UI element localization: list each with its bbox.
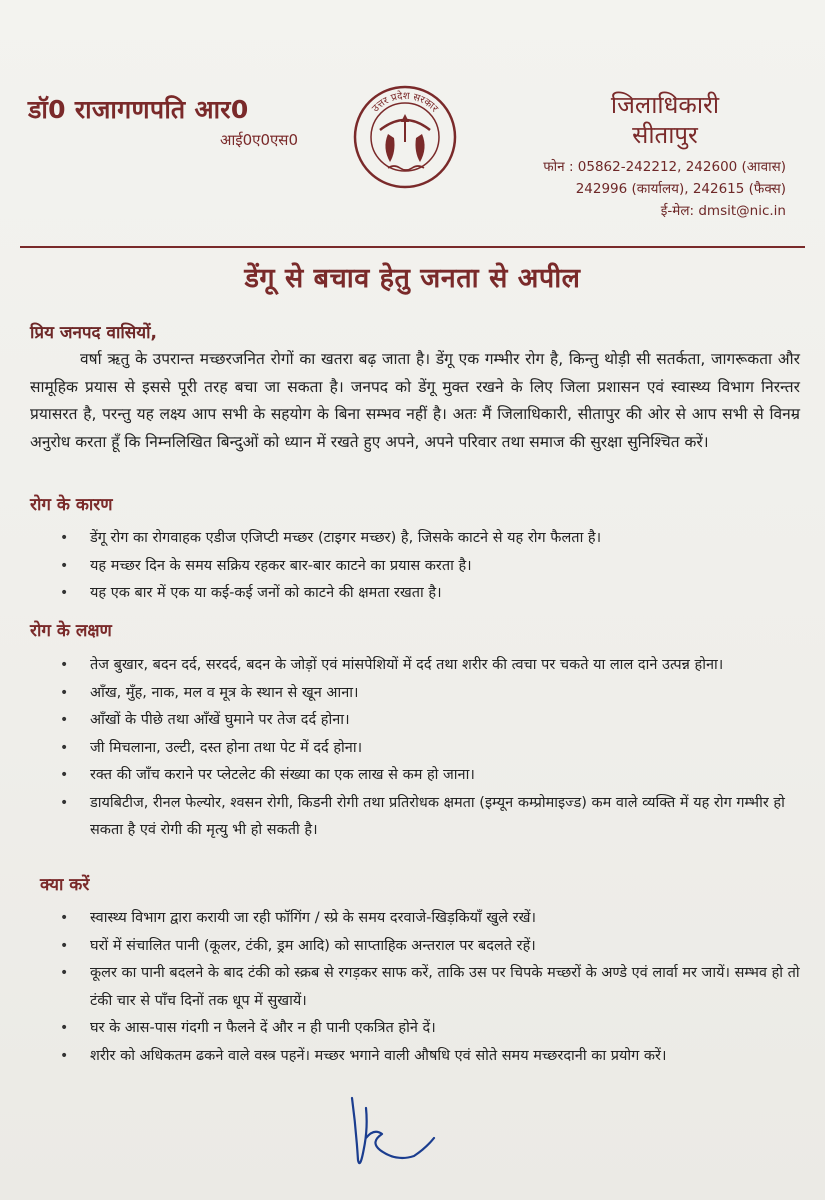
- up-government-emblem-icon: [350, 82, 460, 192]
- list-item: • यह एक बार में एक या कई-कई जनों को काटने की क्षमता रखता है।: [60, 580, 805, 608]
- email-line: ई-मेल: dmsit@nic.in: [660, 203, 786, 219]
- causes-list: [60, 525, 805, 608]
- office-title: जिलाधिकारी: [610, 91, 720, 119]
- list-item: • डायबिटीज, रीनल फेल्योर, श्वसन रोगी, किडनी रोगी तथा प्रतिरोधक क्षमता (इम्यून कम्प्रोमाइज्ड) कम वाले व्यक्ति में यह रोग गम्भीर हो सकता है एवं रोगी की मृत्यु भी हो सकती है।: [60, 790, 805, 845]
- section-title-symptoms: रोग के लक्षण: [30, 621, 112, 641]
- bullet-icon: •: [60, 1047, 69, 1064]
- list-item: • आँखों के पीछे तथा आँखें घुमाने पर तेज दर्द होना।: [60, 707, 805, 735]
- office-block: [500, 90, 800, 222]
- bullet-icon: •: [60, 557, 69, 574]
- emblem-text: उत्तर प्रदेश सरकार: [370, 90, 440, 115]
- list-item: • डेंगू रोग का रोगवाहक एडीज एजिप्टी मच्छर (टाइगर मच्छर) है, जिसके काटने से यह रोग फैलता है।: [60, 525, 805, 553]
- bullet-icon: •: [60, 1020, 69, 1036]
- list-item: • घर के आस-पास गंदगी न फैलने दें और न ही पानी एकत्रित होने दें।: [60, 1015, 805, 1043]
- phone-line-1: फोन : 05862-242212, 242600 (आवास): [543, 159, 786, 175]
- bullet-icon: •: [60, 657, 69, 673]
- bullet-icon: •: [60, 794, 69, 811]
- bullet-icon: •: [60, 684, 69, 701]
- bullet-icon: •: [60, 585, 69, 601]
- list-item: • जी मिचलाना, उल्टी, दस्त होना तथा पेट में दर्द होना।: [60, 735, 805, 763]
- page-title: डेंगू से बचाव हेतु जनता से अपील: [244, 263, 581, 294]
- bullet-icon: •: [60, 712, 69, 728]
- officer-title: आई0ए0एस0: [219, 131, 298, 149]
- symptoms-list: [60, 652, 805, 845]
- office-place: सीतापुर: [632, 121, 698, 149]
- letterhead-divider: [20, 246, 805, 248]
- bullet-icon: •: [60, 937, 69, 954]
- list-item: • शरीर को अधिकतम ढकने वाले वस्त्र पहनें। मच्छर भगाने वाली औषधि एवं सोते समय मच्छरदानी का प्रयोग करें।: [60, 1043, 805, 1071]
- officer-name: डॉ0 राजागणपति आर0: [28, 95, 249, 124]
- list-item: • कूलर का पानी बदलने के बाद टंकी को स्क्रब से रगड़कर साफ करें, ताकि उस पर चिपके मच्छरों के अण्डे एवं लार्वा मर जायें। सम्भव हो तो टंकी चार से पाँच दिनों तक धूप में सुखायें।: [60, 960, 805, 1015]
- handwritten-signature: [330, 1078, 450, 1178]
- todo-list: [60, 905, 805, 1070]
- phone-line-2: 242996 (कार्यालय), 242615 (फैक्स): [575, 181, 786, 197]
- intro-paragraph: वर्षा ऋतु के उपरान्त मच्छरजनित रोगों का खतरा बढ़ जाता है। डेंगू एक गम्भीर रोग है, किन्तु थोड़ी सी सतर्कता, जागरूकता और सामूहिक प्रयास से इससे पूरी तरह बचा जा सकता है। जनपद को डेंगू मुक्त रखने के लिए जिला प्रशासन एवं स्वास्थ्य विभाग निरन्तर प्रयासरत है, परन्तु यह लक्ष्य आप सभी के सहयोग के बिना सम्भव नहीं है। अतः मैं जिलाधिकारी, सीतापुर की ओर से आप सभी से विनम्र अनुरोध करता हूँ कि निम्नलिखित बिन्दुओं को ध्यान में रखते हुए अपने, अपने परिवार तथा समाज की सुरक्षा सुनिश्चित करें।: [30, 350, 800, 451]
- bullet-icon: •: [60, 739, 69, 756]
- contact-details: [500, 156, 800, 222]
- officer-block: [28, 92, 328, 150]
- list-item: • रक्त की जाँच कराने पर प्लेटलेट की संख्या का एक लाख से कम हो जाना।: [60, 762, 805, 790]
- bullet-icon: •: [60, 910, 69, 926]
- section-title-causes: रोग के कारण: [30, 495, 113, 515]
- list-item: • तेज बुखार, बदन दर्द, सरदर्द, बदन के जोड़ों एवं मांसपेशियों में दर्द तथा शरीर की त्वचा पर चकते या लाल दाने उत्पन्न होना।: [60, 652, 805, 680]
- salutation: प्रिय जनपद वासियों,: [30, 323, 157, 343]
- list-item: • आँख, मुँह, नाक, मल व मूत्र के स्थान से खून आना।: [60, 680, 805, 708]
- section-title-todo: क्या करें: [40, 875, 90, 895]
- bullet-icon: •: [60, 965, 69, 981]
- list-item: • घरों में संचालित पानी (कूलर, टंकी, ड्रम आदि) को साप्ताहिक अन्तराल पर बदलते रहें।: [60, 933, 805, 961]
- list-item: • स्वास्थ्य विभाग द्वारा करायी जा रही फॉगिंग / स्प्रे के समय दरवाजे-खिड़कियाँ खुले रखें।: [60, 905, 805, 933]
- bullet-icon: •: [60, 530, 69, 546]
- bullet-icon: •: [60, 767, 69, 783]
- list-item: • यह मच्छर दिन के समय सक्रिय रहकर बार-बार काटने का प्रयास करता है।: [60, 553, 805, 581]
